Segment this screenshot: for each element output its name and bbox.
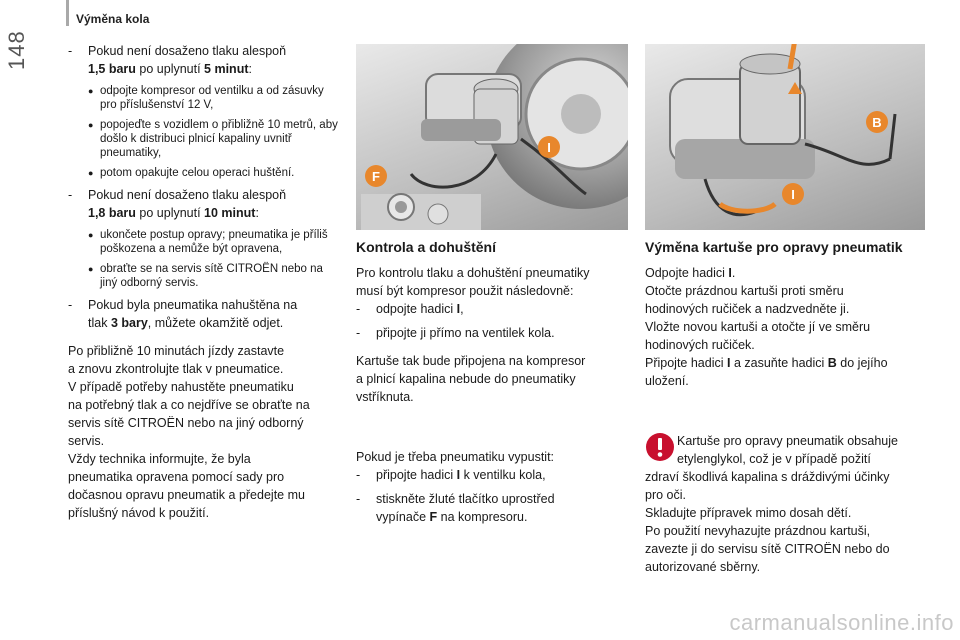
left-column	[68, 42, 343, 522]
bullet-list	[88, 84, 343, 180]
page-number: 148	[4, 30, 29, 70]
callout-label-b: B	[872, 115, 882, 130]
section-title: Výměna kola	[76, 12, 150, 26]
section-heading: Kontrola a dohuštění	[356, 239, 496, 255]
bullet-item: ● ukončete postup opravy; pneumatika je příliš poškozena a nemůže být opravena,	[88, 228, 343, 256]
watermark: carmanualsonline.info	[729, 610, 954, 635]
body-paragraph: Po přibližně 10 minutách jízdy zastavte a znovu zkontrolujte tlak v pneumatice. V případě potřeby nahustěte pneumatiku na potřebný tlak a co nejdříve se obraťte na servis sítě CITROËN nebo na jiný odborný servis. Vždy technika informujte, že byla pneumatika opravena pomocí sady pro dočasnou opravu pneumatik a předejte mu příslušný návod k použití.	[68, 344, 310, 520]
callout-label-i: I	[791, 187, 795, 202]
body-paragraph: Kartuše tak bude připojena na kompresor a plnicí kapalina nebude do pneumatiky vstříknuta.	[356, 354, 586, 404]
bullet-item: ● obraťte se na servis sítě CITROËN nebo na jiný odborný servis.	[88, 262, 343, 290]
bullet-item: ● popojeďte s vozidlem o přibližně 10 metrů, aby došlo k distribuci plnicí kapaliny uvnitř pneumatiky,	[88, 118, 343, 160]
warning-icon	[645, 432, 675, 462]
list-item: - Pokud není dosaženo tlaku alespoň 1,5 baru po uplynutí 5 minut:	[68, 44, 287, 76]
callout-label-i: I	[547, 140, 551, 155]
list-item: - stiskněte žluté tlačítko uprostřed vypínače F na kompresoru.	[356, 492, 555, 524]
list-item: - připojte ji přímo na ventilek kola.	[356, 326, 555, 340]
callout-label-f: F	[372, 169, 380, 184]
section-heading: Výměna kartuše pro opravy pneumatik	[645, 239, 903, 255]
compressor-wheel-illustration	[356, 44, 628, 230]
warning-note: Kartuše pro opravy pneumatik obsahuje etylenglykol, což je v případě požití zdraví škodlivá kapalina s dráždivými účinky pro oči. Skladujte přípravek mimo dosah dětí. Po použití nevyhazujte prázdnou kartuši, zavezte ji do servisu sítě CITROËN nebo do autorizované sběrny.	[645, 434, 898, 574]
right-column: Výměna kartuše pro opravy pneumatik Odpojte hadici I. Otočte prázdnou kartuši proti směru hodinových ručiček a nadzvedněte ji. Vložte novou kartuši a otočte jí ve směru hodinových ručiček. Připojte hadici I a zasuňte hadici B do jejího uložení.	[645, 238, 925, 390]
page-edge-bar	[66, 0, 69, 26]
bullet-item: ● odpojte kompresor od ventilku a od zásuvky pro příslušenství 12 V,	[88, 84, 343, 112]
bullet-item: ● potom opakujte celou operaci huštění.	[88, 166, 343, 180]
cartridge-replacement-illustration	[645, 44, 925, 230]
list-item: - Pokud není dosaženo tlaku alespoň 1,8 baru po uplynutí 10 minut:	[68, 188, 287, 220]
list-item: - odpojte hadici I,	[356, 302, 464, 316]
bullet-list	[88, 228, 343, 290]
list-item: - připojte hadici I k ventilku kola,	[356, 468, 546, 482]
middle-column: Kontrola a dohuštění Pro kontrolu tlaku a dohuštění pneumatiky musí být kompresor použit následovně: - odpojte hadici I, - připojte ji přímo na ventilek kola. Kartuše tak bude připojena na kompresor a plnicí kapalina nebude do pneumatiky vstříknuta. Pokud je třeba pneumatiku vypustit: - připojte hadici I k ventilku kola, - stiskněte žluté tlačítko uprostřed vypínače F na kompresoru.	[356, 238, 628, 532]
list-item: - Pokud byla pneumatika nahuštěna na tlak 3 bary, můžete okamžitě odjet.	[68, 298, 298, 330]
